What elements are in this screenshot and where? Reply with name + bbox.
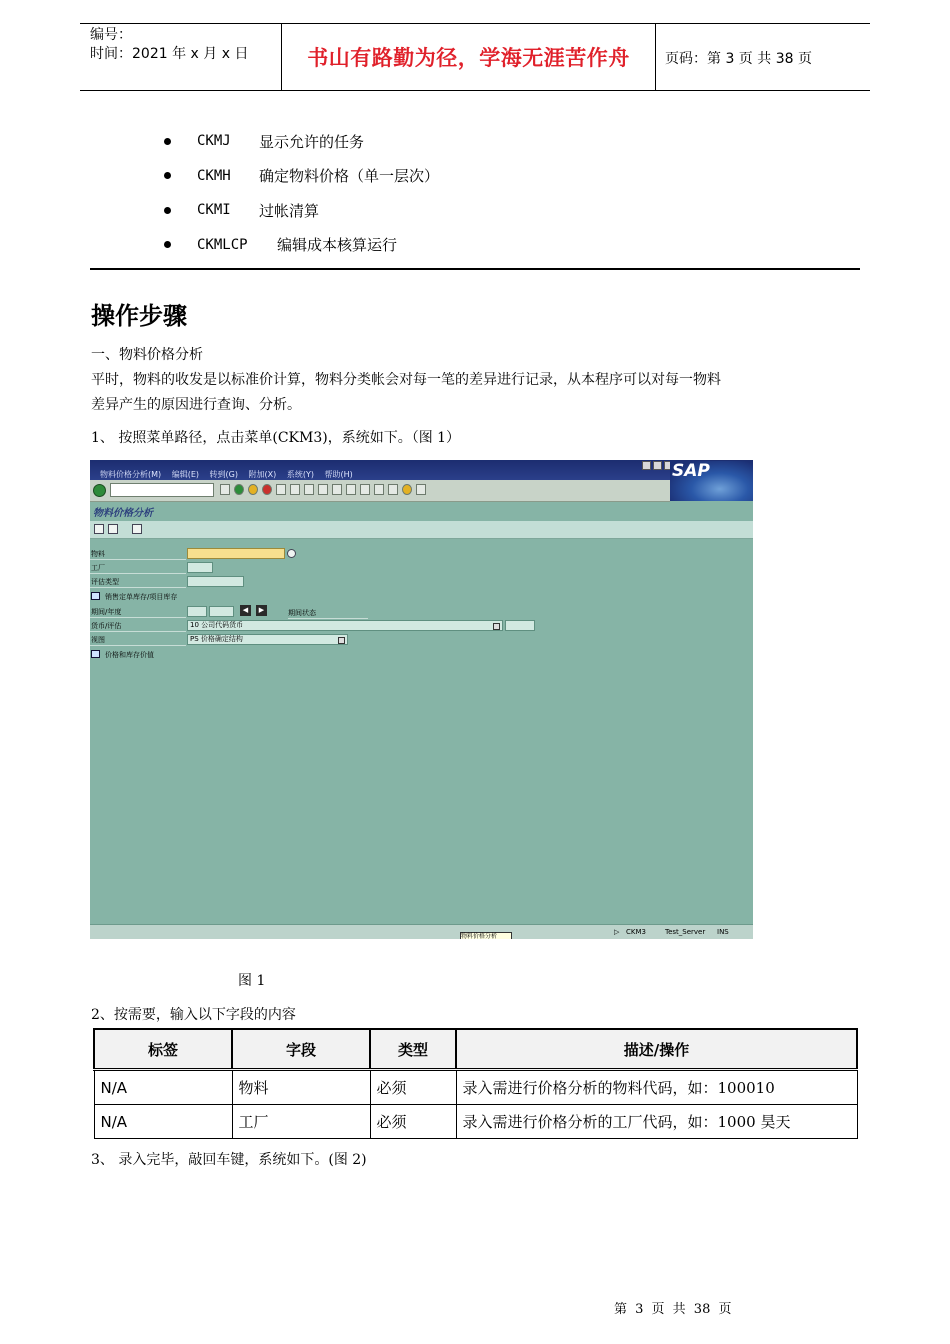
table-header: 类型 (370, 1029, 456, 1070)
step-1: 1、 按照菜单路径，点击菜单(CKM3)，系统如下。（图 1） (91, 430, 461, 446)
view-select[interactable]: PS 价格确定结构 (187, 634, 348, 645)
table-header: 描述/操作 (456, 1029, 857, 1070)
table-row (94, 1070, 857, 1105)
table-header: 字段 (232, 1029, 370, 1070)
menu-item[interactable]: 编辑(E) (171, 470, 199, 479)
shortcut-icon[interactable] (388, 484, 398, 495)
doc-time: 时间：2021 年 x 月 x 日 (90, 46, 249, 62)
status-arrow-icon[interactable]: ▷ (614, 928, 620, 936)
intro-line-2: 差异产生的原因进行查询、分析。 (91, 397, 301, 413)
plant-label: 工厂 (91, 564, 105, 572)
tcode: CKMLCP (197, 236, 248, 253)
sap-toolbar (90, 480, 670, 502)
year-input[interactable] (209, 606, 234, 617)
currency-select[interactable]: 10 公司代码货币 (187, 620, 503, 631)
header-meta (90, 26, 248, 64)
next-period-button[interactable]: ▶ (256, 605, 267, 616)
table-cell: 工厂 (232, 1105, 370, 1139)
table-cell: 必须 (370, 1070, 456, 1105)
sap-menu (100, 469, 361, 480)
menu-item[interactable]: 转到(G) (209, 470, 238, 479)
table-header: 标签 (94, 1029, 232, 1070)
label-underline (288, 618, 368, 619)
folder-icon[interactable] (91, 592, 100, 600)
intro-line-1: 平时，物料的收发是以标准价计算，物料分类帐会对每一笔的差异进行记录，从本程序可以对每一物料 (91, 372, 721, 388)
menu-item[interactable]: 物料价格分析(M) (100, 470, 162, 479)
status-server: Test_Server (665, 928, 706, 936)
new-session-icon[interactable] (374, 484, 384, 495)
bullet-icon (164, 138, 171, 145)
sap-app-toolbar (90, 521, 753, 539)
tcode-list (160, 124, 439, 262)
table-cell: 物料 (232, 1070, 370, 1105)
header-divider (655, 23, 656, 90)
match-code-icon[interactable] (287, 549, 296, 558)
table-cell: 录入需进行价格分析的工厂代码，如：1000 昊天 (456, 1105, 857, 1139)
last-page-icon[interactable] (360, 484, 370, 495)
label-underline (90, 631, 186, 632)
window-controls (642, 461, 673, 470)
label-underline (90, 573, 186, 574)
table-cell: 录入需进行价格分析的物料代码，如：100010 (456, 1070, 857, 1105)
sub-title: 一、物料价格分析 (91, 347, 203, 363)
label-underline (90, 617, 186, 618)
sap-screenshot (90, 460, 753, 939)
status-mode: INS (717, 928, 729, 936)
list-item (160, 193, 439, 228)
period-status-label: 期间状态 (288, 609, 316, 617)
maximize-icon[interactable] (653, 461, 662, 470)
tcode-desc: 编辑成本核算运行 (277, 236, 398, 255)
price-stock-label: 价格和库存价值 (105, 651, 154, 659)
valuation-type-label: 评估类型 (91, 578, 119, 586)
layout-icon[interactable] (416, 484, 426, 495)
material-label: 物料 (91, 550, 105, 558)
table-cell: 必须 (370, 1105, 456, 1139)
label-underline (90, 645, 186, 646)
sap-menubar (90, 460, 753, 480)
enter-icon[interactable] (93, 484, 106, 497)
view-label: 视图 (91, 636, 105, 644)
first-page-icon[interactable] (318, 484, 328, 495)
next-page-icon[interactable] (346, 484, 356, 495)
tcode-desc: 显示允许的任务 (259, 132, 365, 151)
find-next-icon[interactable] (304, 484, 314, 495)
bullet-icon (164, 241, 171, 248)
tcode: CKMI (197, 202, 231, 219)
material-input[interactable] (187, 548, 285, 559)
label-underline (90, 559, 186, 560)
label-underline (90, 587, 186, 588)
sap-logo-text: SAP (672, 461, 710, 481)
field-table (93, 1028, 858, 1139)
minimize-icon[interactable] (642, 461, 651, 470)
bullet-icon (164, 207, 171, 214)
valuation-type-input[interactable] (187, 576, 244, 587)
sap-status-bar (90, 924, 753, 939)
currency-extra-input[interactable] (505, 620, 535, 631)
header-bottom-rule (80, 90, 870, 91)
tcode-desc: 过帐清算 (259, 201, 320, 220)
settings-icon[interactable] (132, 524, 142, 534)
toolbar-icons (220, 484, 426, 495)
save-icon[interactable] (220, 484, 230, 495)
page-footer: 第 3 页 共 38 页 (614, 1302, 732, 1317)
menu-item[interactable]: 系统(Y) (286, 470, 314, 479)
folder-icon[interactable] (91, 650, 100, 658)
bullet-icon (164, 172, 171, 179)
table-header-row (94, 1029, 857, 1070)
currency-label: 货币/评估 (91, 622, 122, 630)
menu-item[interactable]: 帮助(H) (324, 470, 353, 479)
sap-screen-title: 物料价格分析 (93, 508, 153, 519)
back-icon[interactable] (234, 484, 244, 495)
tcode: CKMH (197, 167, 231, 184)
table-cell: N/A (94, 1070, 232, 1105)
menu-item[interactable]: 附加(X) (248, 470, 277, 479)
table-row (94, 1105, 857, 1139)
sap-logo (670, 461, 753, 501)
display-icon[interactable] (108, 524, 118, 534)
command-field[interactable] (110, 483, 214, 497)
header-slogan: 书山有路勤为径，学海无涯苦作舟 (307, 45, 630, 70)
tcode-desc: 确定物料价格（单一层次） (259, 167, 440, 186)
plant-input[interactable] (187, 562, 213, 573)
header-page-info: 页码：第 3 页 共 38 页 (665, 51, 812, 67)
list-item (160, 124, 439, 159)
period-input[interactable] (187, 606, 207, 617)
print-icon[interactable] (276, 484, 286, 495)
sales-order-label: 销售定单库存/项目库存 (105, 593, 178, 601)
status-tooltip: 物料价格分析 (460, 932, 512, 939)
execute-icon[interactable] (94, 524, 104, 534)
find-icon[interactable] (290, 484, 300, 495)
step-3: 3、 录入完毕，敲回车键，系统如下。(图 2) (91, 1152, 367, 1168)
status-tcode: CKM3 (626, 928, 646, 936)
tcode: CKMJ (197, 133, 231, 150)
list-item (160, 159, 439, 194)
sap-work-area (90, 539, 753, 924)
table-cell: N/A (94, 1105, 232, 1139)
list-item (160, 228, 439, 263)
section-title: 操作步骤 (91, 302, 187, 330)
step-2: 2、按需要，输入以下字段的内容 (91, 1007, 296, 1023)
doc-number: 编号： (90, 27, 132, 43)
exit-icon[interactable] (248, 484, 258, 495)
figure-caption: 图 1 (238, 973, 266, 989)
prev-period-button[interactable]: ◀ (240, 605, 251, 616)
help-icon[interactable] (402, 484, 412, 495)
period-label: 期间/年度 (91, 608, 122, 616)
section-divider (90, 268, 860, 270)
prev-page-icon[interactable] (332, 484, 342, 495)
cancel-icon[interactable] (262, 484, 272, 495)
